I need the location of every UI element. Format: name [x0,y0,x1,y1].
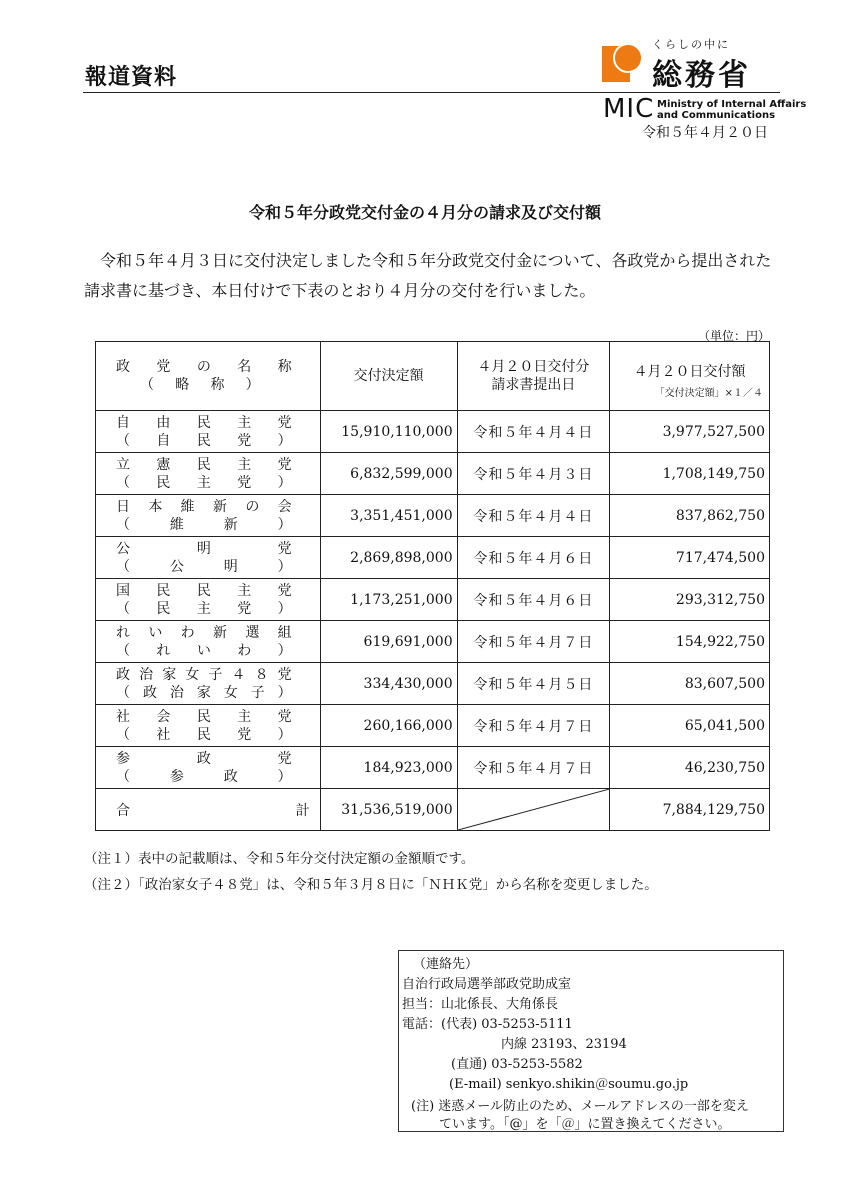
party-name: 立憲民主党 [116,456,292,473]
header-grant-formula: 「交付決定額」×１／４ [654,388,763,399]
request-date: 令和５年４月６日 [457,537,610,579]
press-release-label: 報道資料 [85,65,178,90]
party-short-name: （自民党） [116,432,292,449]
decided-amount: 260,166,000 [320,705,457,747]
mic-abbreviation: MIC [603,94,655,124]
party-name: 公明党 [116,540,292,557]
mic-full-name-line2: and Communications [657,110,776,121]
mic-full-name-line1: Ministry of Internal Affairs [657,99,807,110]
contact-email: (E-mail) senkyo.shikin＠soumu.go.jp [449,1077,689,1092]
party-name-cell [96,621,321,663]
contact-heading: （連絡先） [413,957,479,972]
header-name-main: 政党の名称 [116,359,292,375]
decided-amount: 15,910,110,000 [320,411,457,453]
party-short-name: （参政） [116,768,292,785]
party-name: 参政党 [116,750,292,767]
unit-note: （単位：円） [697,329,770,343]
request-date: 令和５年４月４日 [457,411,610,453]
table-row [96,663,770,705]
issue-date: 令和５年４月２０日 [642,125,768,141]
contact-note-line1: (注) 迷惑メール防止のため、メールアドレスの一部を変え [411,1099,749,1114]
party-short-name: （維新） [116,516,292,533]
ministry-logo-icon [602,44,644,86]
request-date: 令和５年４月７日 [457,705,610,747]
party-name: 日本維新の会 [116,498,292,515]
party-short-name: （政治家女子） [116,684,292,701]
party-short-name: （民主党） [116,474,292,491]
header-name-short: （略称） [140,377,260,393]
request-date: 令和５年４月７日 [457,747,610,789]
party-short-name: （公明） [116,558,292,575]
decided-amount: 619,691,000 [320,621,457,663]
table-header-row [96,342,770,411]
party-name: 政治家女子４８党 [116,666,292,683]
decided-amount: 6,832,599,000 [320,453,457,495]
total-label-cell [96,789,321,831]
party-name-cell [96,411,321,453]
grant-amount: 46,230,750 [610,747,770,789]
party-name-cell [96,663,321,705]
party-name-cell [96,705,321,747]
table-row [96,705,770,747]
grant-amount: 1,708,149,750 [610,453,770,495]
table-row [96,537,770,579]
decided-amount: 184,923,000 [320,747,457,789]
header-grant-label: ４月２０日交付額 [633,364,746,380]
grant-amount: 83,607,500 [610,663,770,705]
diagonal-line [458,789,610,830]
logo-tagline: くらしの中に [652,38,730,51]
contact-phone-main: 電話：(代表) 03-5253-5111 [402,1017,573,1032]
header-amount: 交付決定額 [320,342,457,411]
total-amount: 31,536,519,000 [320,789,457,831]
contact-extension: 内線 23193、23194 [501,1037,627,1052]
total-grant: 7,884,129,750 [610,789,770,831]
party-name: 自由民主党 [116,414,292,431]
header-request-line1: ４月２０日交付分 [477,359,590,375]
request-date: 令和５年４月４日 [457,495,610,537]
total-label: 合計 [116,802,310,819]
table-row [96,495,770,537]
note-2: （注２）「政治家女子４８党」は、令和５年３月８日に「ＮＨＫ党」から名称を変更しました。 [84,877,658,893]
party-name: 社会民主党 [116,708,292,725]
party-name-cell [96,537,321,579]
table-row [96,411,770,453]
table-row [96,579,770,621]
decided-amount: 334,430,000 [320,663,457,705]
body-paragraph: 令和５年４月３日に交付決定しました令和５年分政党交付金について、各政党から提出された請求書に基づき、本日付けで下表のとおり４月分の交付を行いました。 [84,251,772,300]
grant-amount: 65,041,500 [610,705,770,747]
total-blank-cell [457,789,610,831]
header-request-date [457,342,610,411]
grant-amount: 154,922,750 [610,621,770,663]
note-1: （注１）表中の記載順は、令和５年分交付決定額の金額順です。 [84,851,475,867]
header-party-name [96,342,321,411]
decided-amount: 3,351,451,000 [320,495,457,537]
grant-amount: 717,474,500 [610,537,770,579]
party-name-cell [96,495,321,537]
party-name-cell [96,453,321,495]
party-short-name: （社民党） [116,726,292,743]
party-name: 国民民主党 [116,582,292,599]
grant-table [95,341,770,831]
request-date: 令和５年４月６日 [457,579,610,621]
contact-box [398,950,784,1132]
header-grant [610,342,770,411]
contact-staff: 担当：山北係長、大角係長 [402,997,559,1012]
table-row [96,621,770,663]
party-short-name: （民主党） [116,600,292,617]
request-date: 令和５年４月３日 [457,453,610,495]
party-short-name: （れいわ） [116,642,292,659]
document-title: 令和５年分政党交付金の４月分の請求及び交付額 [248,203,601,222]
request-date: 令和５年４月７日 [457,621,610,663]
decided-amount: 1,173,251,000 [320,579,457,621]
grant-amount: 293,312,750 [610,579,770,621]
contact-direct: (直通) 03-5253-5582 [451,1057,583,1072]
mic-full-name [657,99,806,121]
grant-amount: 837,862,750 [610,495,770,537]
table-row [96,453,770,495]
request-date: 令和５年４月５日 [457,663,610,705]
header-request-line2: 請求書提出日 [491,377,576,393]
table-row [96,747,770,789]
decided-amount: 2,869,898,000 [320,537,457,579]
logo-name: 総務省 [652,58,751,93]
contact-note-line2: ています。「@」を「＠」に置き換えてください。 [439,1117,731,1132]
grant-amount: 3,977,527,500 [610,411,770,453]
total-row [96,789,770,831]
party-name-cell [96,579,321,621]
contact-office: 自治行政局選挙部政党助成室 [402,977,572,992]
party-name: れいわ新選組 [116,624,292,641]
party-name-cell [96,747,321,789]
